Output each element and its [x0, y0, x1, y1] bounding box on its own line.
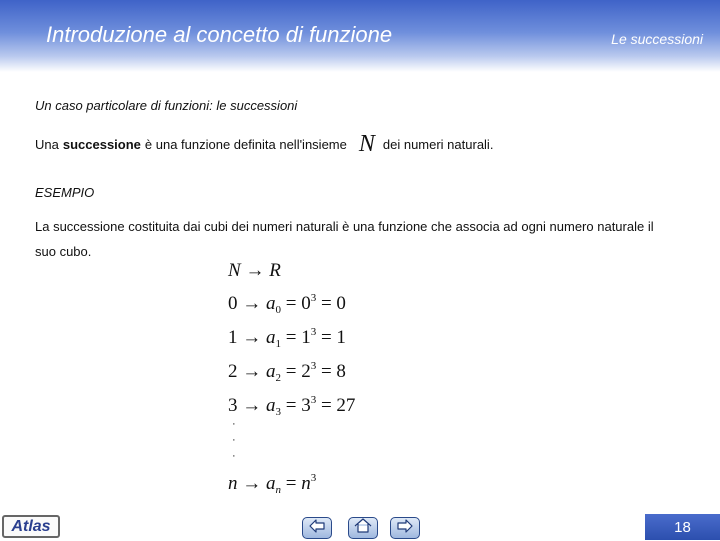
natural-numbers-symbol: N — [358, 131, 375, 157]
formula-term-2: $2 \to a_2 = 2^3 = 8$ — [228, 360, 346, 384]
page-title: Introduzione al concetto di funzione — [46, 22, 393, 47]
formula-term-0: $0 \to a_0 = 0^3 = 0$ — [228, 292, 346, 316]
definition-sentence — [35, 131, 494, 157]
definition-text-middle: è una funzione definita nell'insieme — [144, 137, 347, 152]
formula-term-3: $3 \to a_3 = 3^3 = 27$ — [228, 394, 356, 418]
page-number: 18 — [645, 514, 720, 540]
slide-subtitle: Un caso particolare di funzioni: le successioni — [35, 98, 298, 113]
definition-term: successione — [62, 137, 141, 152]
example-paragraph: La successione costituita dai cubi dei numeri naturali è una funzione che associa ad ogni numero naturale il suo cubo. — [35, 219, 654, 259]
header-banner — [0, 0, 720, 72]
formula-term-1: $1 \to a_1 = 1^3 = 1$ — [228, 326, 346, 350]
home-icon — [354, 518, 372, 538]
definition-text-end: dei numeri naturali. — [382, 137, 494, 152]
arrow-right-icon — [396, 519, 414, 538]
home-button[interactable] — [348, 517, 378, 539]
atlas-logo: Atlas — [2, 515, 60, 538]
formula-mapping: N → R — [228, 260, 281, 281]
next-button[interactable] — [390, 517, 420, 539]
formula-term-n: $n \to a_n = n^3$ — [228, 472, 317, 496]
ellipsis-dot: · — [232, 434, 236, 446]
previous-button[interactable] — [302, 517, 332, 539]
ellipsis-dot: · — [232, 450, 236, 462]
arrow-left-icon — [308, 519, 326, 538]
ellipsis-dot: · — [232, 418, 236, 430]
section-title: Le successioni — [611, 31, 703, 47]
example-heading: ESEMPIO — [35, 185, 95, 200]
definition-text-start: Una — [35, 137, 59, 152]
